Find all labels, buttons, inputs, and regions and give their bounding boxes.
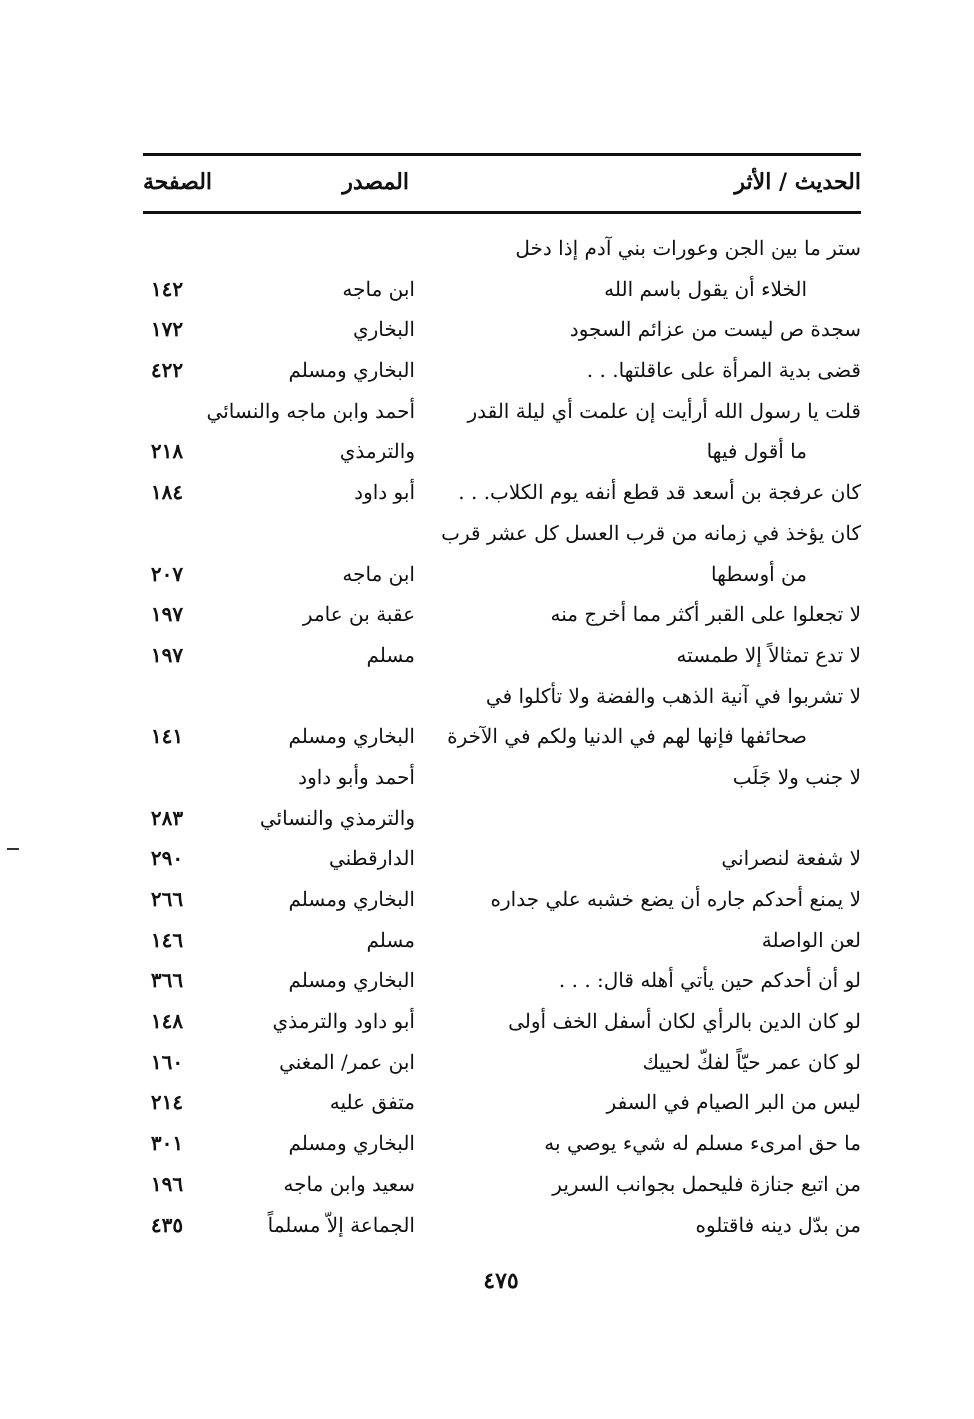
table-row [143,513,861,554]
page-ref: ٤٢٢ [150,358,184,383]
page-ref: ١٤١ [150,724,184,749]
hadith-text: من أوسطها [711,561,807,586]
table-row [143,350,861,391]
table-row [143,1042,861,1083]
page-ref: ١٦٠ [150,1049,184,1074]
table-row [143,1001,861,1042]
table-row [143,269,861,310]
table-header [143,160,861,204]
table-row [143,309,861,350]
table-row [143,391,861,432]
source-text: والترمذي والنسائي [259,805,415,830]
hadith-text: لعن الواصلة [761,927,861,952]
page-ref: ٤٣٥ [150,1212,184,1237]
page-ref: ٢٨٣ [150,805,184,830]
page-ref: ١٧٢ [150,317,184,342]
source-text: متفق عليه [329,1090,415,1115]
source-text: مسلم [366,927,415,952]
page-ref: ١٤٦ [150,927,184,952]
hadith-text: من بدّل دينه فاقتلوه [695,1212,861,1237]
source-text: والترمذي [339,439,415,464]
table-row [143,676,861,717]
page-ref: ١٨٤ [150,480,184,505]
source-text: ابن ماجه [342,276,415,301]
page-number: ٤٧٥ [483,1268,519,1294]
source-text: البخاري ومسلم [288,968,415,993]
hadith-text: لو كان عمر حيّاً لفكّ لحييك [642,1049,861,1074]
page-ref: ١٤٨ [150,1009,184,1034]
page-ref: ١٩٧ [150,642,184,667]
margin-mark [7,848,19,850]
page-ref: ٢٠٧ [150,561,184,586]
table-row [143,554,861,595]
source-text: البخاري ومسلم [288,724,415,749]
source-text: البخاري [352,317,415,342]
source-text: أبو داود [354,480,415,505]
table-row [143,960,861,1001]
hadith-text: الخلاء أن يقول باسم الله [604,276,807,301]
table-row [143,431,861,472]
source-text: سعيد وابن ماجه [283,1171,415,1196]
page-ref: ١٩٦ [150,1171,184,1196]
source-text: مسلم [366,642,415,667]
table-row [143,472,861,513]
source-text: البخاري ومسلم [288,1131,415,1156]
hadith-text: لو أن أحدكم حين يأتي أهله قال: . . . [558,968,861,993]
header-bottom-rule [143,211,861,214]
hadith-text: صحائفها فإنها لهم في الدنيا ولكم في الآخرة [447,724,807,749]
table-row [143,1164,861,1205]
column-header-source: المصدر [342,169,409,195]
hadith-text: ليس من البر الصيام في السفر [606,1090,861,1115]
table-row [143,635,861,676]
hadith-text: لا تشربوا في آنية الذهب والفضة ولا تأكلوا في [485,683,861,708]
page-ref: ٣٠١ [150,1131,184,1156]
table-row [143,1123,861,1164]
table-row [143,838,861,879]
hadith-text: لا شفعة لنصراني [721,846,861,871]
table-row [143,798,861,839]
page-ref: ١٤٢ [150,276,184,301]
hadith-text: لو كان الدين بالرأي لكان أسفل الخف أولى [508,1009,861,1034]
source-text: ابن ماجه [342,561,415,586]
source-text: أحمد وأبو داود [298,764,415,789]
hadith-text: لا جنب ولا جَلَب [732,764,861,789]
hadith-text: لا يمنع أحدكم جاره أن يضع خشبه علي جداره [490,887,861,911]
hadith-text: لا تجعلوا على القبر أكثر مما أخرج منه [550,602,861,627]
page-ref: ٢٩٠ [150,846,184,871]
table-row [143,1082,861,1123]
table-row [143,920,861,961]
hadith-text: قلت يا رسول الله أرأيت إن علمت أي ليلة القدر [467,398,861,423]
table-row [143,879,861,920]
column-header-hadith: الحديث / الأثر [734,169,861,195]
table-row [143,1205,861,1246]
source-text: عقبة بن عامر [302,602,415,627]
hadith-text: كان يؤخذ في زمانه من قرب العسل كل عشر قرب [441,520,861,545]
source-text: البخاري ومسلم [288,358,415,383]
index-table-body [143,228,861,1245]
page-ref: ٣٦٦ [150,968,184,993]
table-row [143,228,861,269]
source-text: الدارقطني [328,846,415,871]
column-header-page: الصفحة [143,169,213,195]
page-ref: ١٩٧ [150,602,184,627]
hadith-text: كان عرفجة بن أسعد قد قطع أنفه يوم الكلاب. . . [458,480,861,505]
page-ref: ٢١٤ [150,1090,184,1115]
header-top-rule [143,153,861,156]
source-text: الجماعة إلاّ مسلماً [267,1212,415,1237]
hadith-text: لا تدع تمثالاً إلا طمسته [676,642,861,667]
source-text: أبو داود والترمذي [272,1009,415,1034]
source-text: البخاري ومسلم [288,887,415,911]
hadith-text: من اتبع جنازة فليحمل بجوانب السرير [552,1171,861,1196]
hadith-text: ما حق امرىء مسلم له شيء يوصي به [544,1131,861,1156]
table-row [143,757,861,798]
page-ref: ٢٦٦ [150,887,184,911]
hadith-text: ستر ما بين الجن وعورات بني آدم إذا دخل [515,236,861,260]
hadith-text: ما أقول فيها [706,439,807,464]
source-text: أحمد وابن ماجه والنسائي [206,398,415,423]
page-ref: ٢١٨ [150,439,184,464]
table-row [143,716,861,757]
hadith-text: سجدة ص ليست من عزائم السجود [569,317,861,342]
table-row [143,594,861,635]
hadith-text: قضى بدية المرأة على عاقلتها. . . [586,358,861,383]
source-text: ابن عمر/ المغني [279,1049,415,1074]
